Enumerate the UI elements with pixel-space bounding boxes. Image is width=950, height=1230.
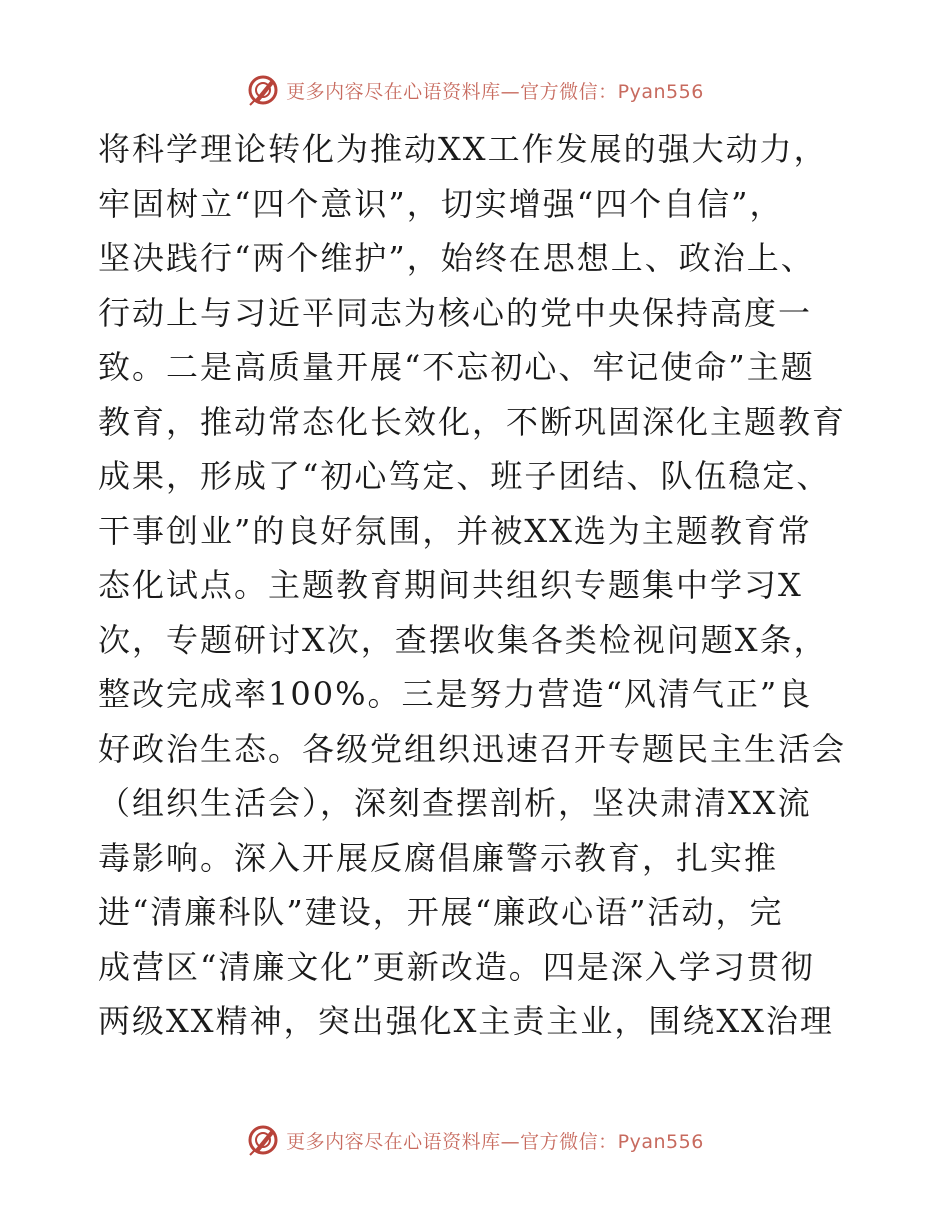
text-line: 行动上与习近平同志为核心的党中央保持高度一 — [98, 293, 813, 332]
text-line: 次，专题研讨X次，查摆收集各类检视问题X条， — [98, 620, 828, 659]
text-line: 牢固树立“四个意识”，切实增强“四个自信”， — [98, 184, 784, 223]
text-line: 坚决践行“两个维护”，始终在思想上、政治上、 — [98, 239, 815, 277]
text-line: 进“清廉科队”建设，开展“廉政心语”活动，完 — [98, 893, 784, 931]
text-line: 成果，形成了“初心笃定、班子团结、队伍稳定、 — [98, 457, 831, 495]
text-line: 将科学理论转化为推动XX工作发展的强大动力， — [98, 130, 828, 168]
footer-banner-text: 更多内容尽在心语资料库—官方微信：Pyan556 — [286, 1130, 704, 1153]
text-line: （组织生活会），深刻查摆剖析，坚决肃清XX流 — [98, 784, 812, 822]
text-line: 态化试点。主题教育期间共组织专题集中学习X — [98, 566, 803, 604]
quill-logo-icon — [246, 73, 280, 107]
text-line: 毒影响。深入开展反腐倡廉警示教育，扎实推 — [98, 838, 779, 877]
text-line: 两级XX精神，突出强化X主责主业，围绕XX治理 — [98, 1002, 834, 1040]
quill-logo-icon — [246, 1123, 280, 1157]
text-line: 干事创业”的良好氛围，并被XX选为主题教育常 — [98, 511, 812, 550]
text-line: 成营区“清廉文化”更新改造。四是深入学习贯彻 — [98, 947, 815, 986]
header-banner-text: 更多内容尽在心语资料库—官方微信：Pyan556 — [286, 80, 704, 103]
text-line: 整改完成率100%。三是努力营造“风清气正”良 — [98, 675, 813, 713]
text-line: 好政治生态。各级党组织迅速召开专题民主生活会 — [98, 729, 847, 768]
footer-banner — [0, 1120, 950, 1160]
text-line: 教育，推动常态化长效化，不断巩固深化主题教育 — [98, 402, 847, 441]
text-line: 致。二是高质量开展“不忘初心、牢记使命”主题 — [98, 348, 815, 386]
header-banner — [0, 70, 950, 110]
document-body — [98, 122, 858, 1049]
